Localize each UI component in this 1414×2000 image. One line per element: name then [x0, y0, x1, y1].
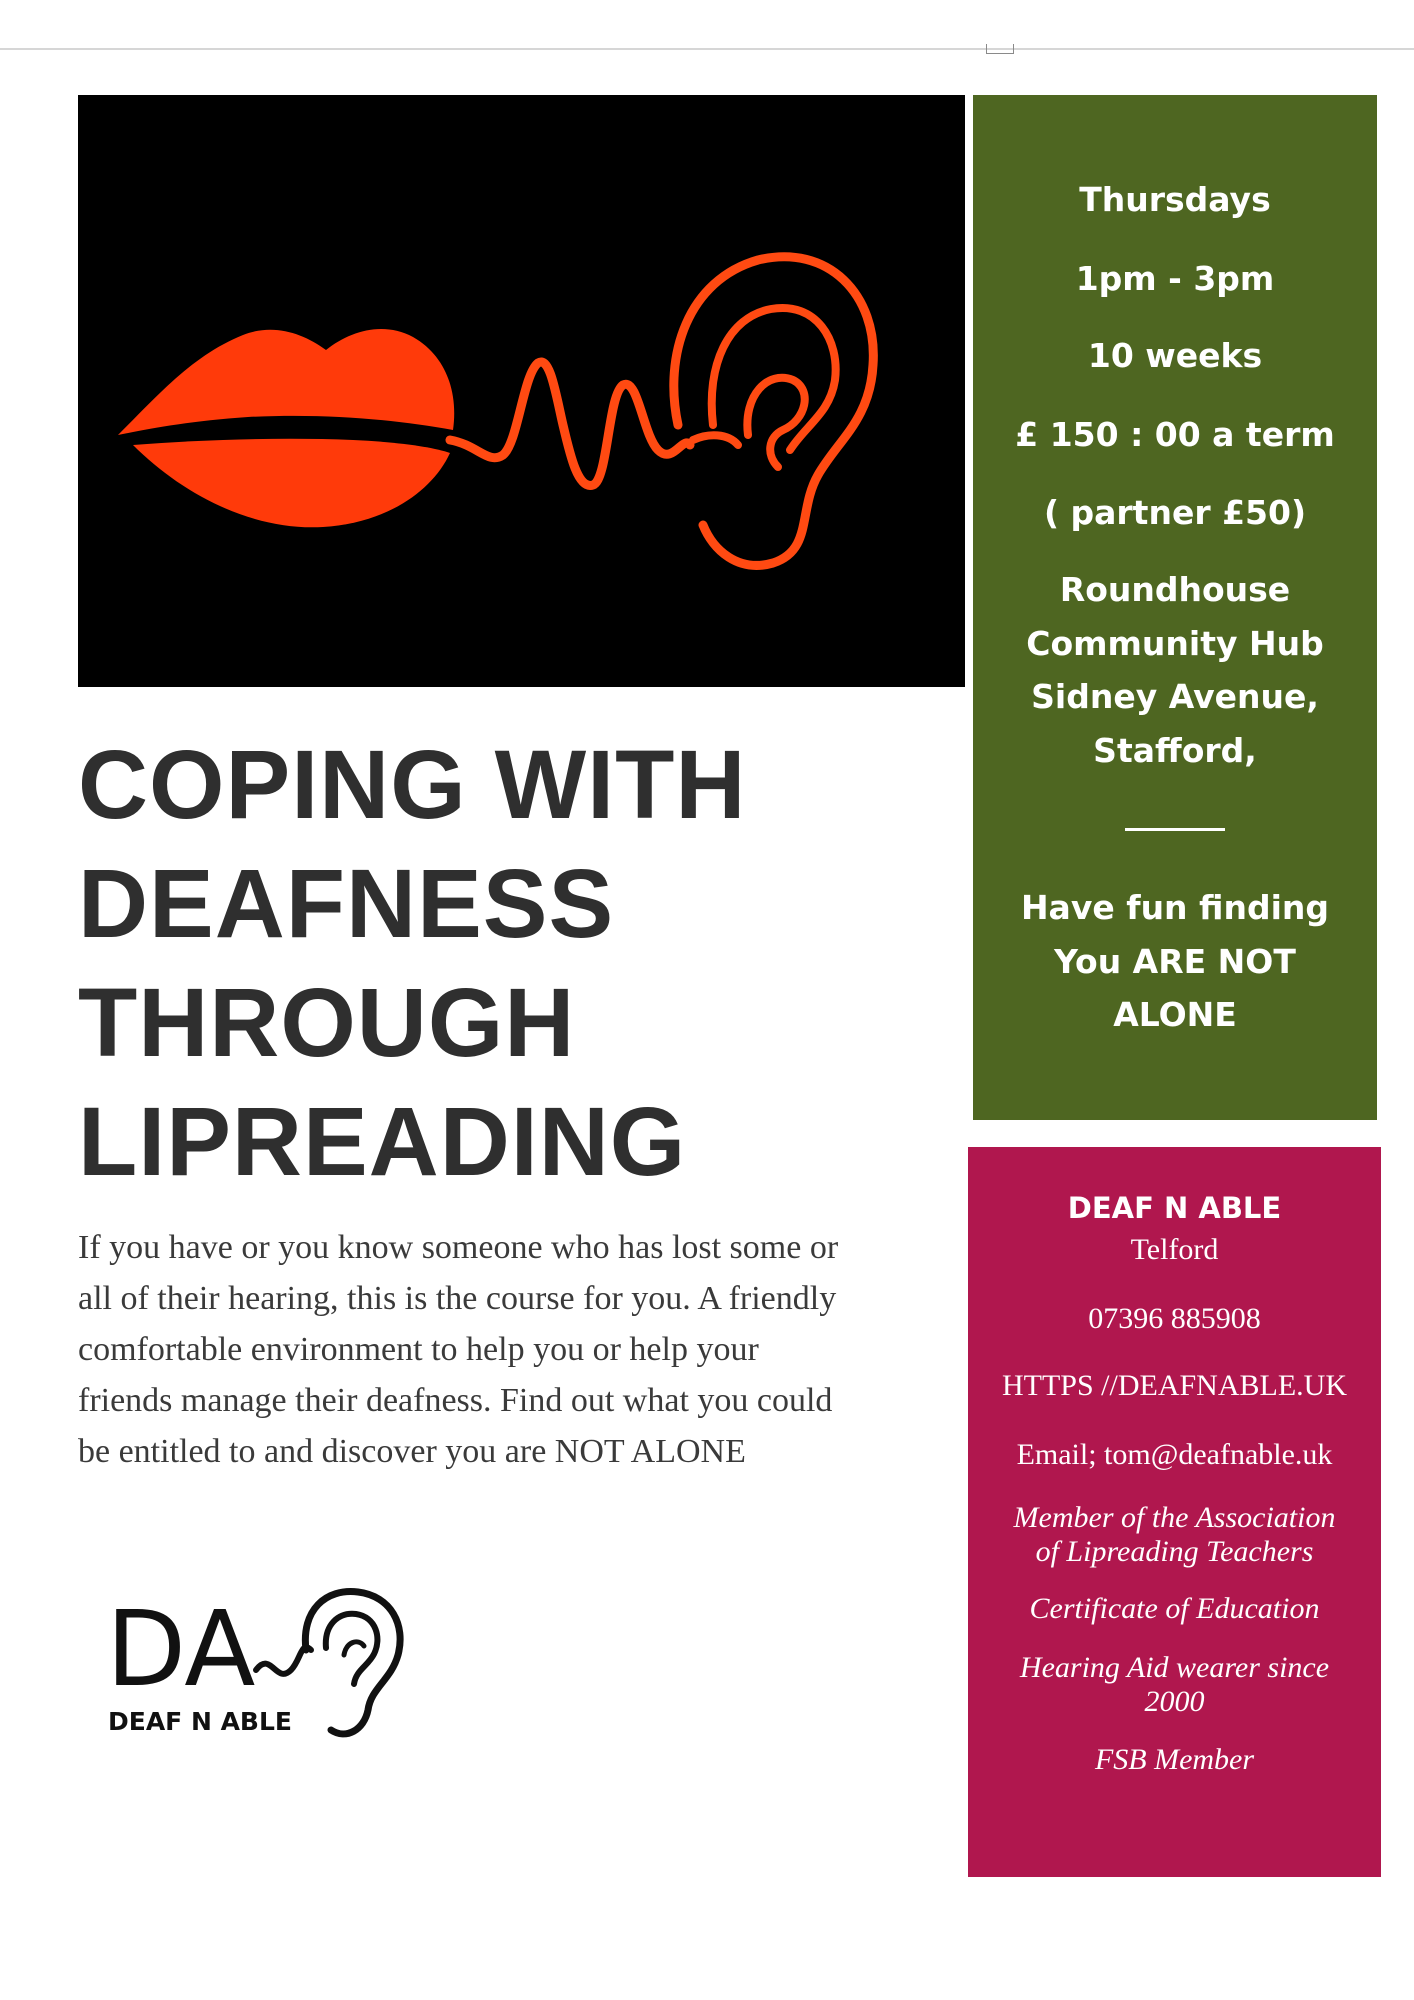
- logo-ear-icon: [106, 1580, 406, 1745]
- credential-line: FSB Member: [1094, 1743, 1255, 1776]
- intro-line: friends manage their deafness. Find out what you could: [78, 1382, 833, 1419]
- course-day: Thursdays: [1079, 180, 1271, 219]
- contact-website: HTTPS //DEAFNABLE.UK: [1001, 1369, 1347, 1402]
- credential-line: Hearing Aid wearer since: [1019, 1651, 1330, 1684]
- course-details-panel: [973, 95, 1377, 1120]
- intro-line: be entitled to and discover you are NOT ALONE: [78, 1433, 746, 1470]
- logo-letters: DA: [106, 1588, 256, 1710]
- intro-line: comfortable environment to help you or help your: [78, 1331, 759, 1368]
- contact-town: Telford: [1130, 1233, 1219, 1266]
- course-price: £ 150 : 00 a term: [1015, 415, 1335, 454]
- contact-org: DEAF N ABLE: [1067, 1191, 1282, 1225]
- venue-line: Roundhouse: [1059, 570, 1291, 609]
- intro-paragraph: [78, 1222, 948, 1477]
- title-line: DEAFNESS: [78, 849, 615, 958]
- contact-email: Email; tom@deafnable.uk: [1016, 1438, 1333, 1471]
- credential-line: 2000: [1144, 1685, 1205, 1718]
- contact-phone: 07396 885908: [1088, 1302, 1261, 1335]
- tagline-line: Have fun finding: [1020, 888, 1330, 927]
- partner-price: ( partner £50): [1043, 493, 1307, 532]
- credential-line: Member of the Association: [1013, 1501, 1336, 1534]
- credential-line: Certificate of Education: [1029, 1592, 1320, 1625]
- venue-line: Community Hub: [1026, 624, 1324, 663]
- tagline-line: ALONE: [1113, 995, 1237, 1034]
- credential-line: of Lipreading Teachers: [1035, 1535, 1314, 1568]
- course-duration: 10 weeks: [1087, 336, 1263, 375]
- venue-line: Sidney Avenue,: [1031, 677, 1319, 716]
- page-title: [78, 725, 958, 1201]
- tagline-line: You ARE NOT: [1054, 942, 1296, 981]
- title-line: COPING WITH: [78, 730, 747, 839]
- page-top-rule: [0, 48, 1414, 50]
- hero-lips-ear-illustration: [78, 95, 965, 687]
- panel-divider: [1125, 828, 1225, 831]
- page-corner-mark: [986, 44, 1014, 54]
- contact-panel: [968, 1147, 1381, 1877]
- intro-line: all of their hearing, this is the course for you. A friendly: [78, 1280, 837, 1317]
- lips-ear-icon: [78, 95, 965, 687]
- title-line: THROUGH: [78, 968, 576, 1077]
- venue-line: Stafford,: [1093, 731, 1257, 770]
- title-line: LIPREADING: [78, 1087, 687, 1196]
- logo-name: DEAF N ABLE: [108, 1707, 292, 1736]
- intro-line: If you have or you know someone who has lost some or: [78, 1229, 839, 1266]
- deaf-n-able-logo: [106, 1580, 406, 1745]
- course-time: 1pm - 3pm: [1075, 259, 1275, 298]
